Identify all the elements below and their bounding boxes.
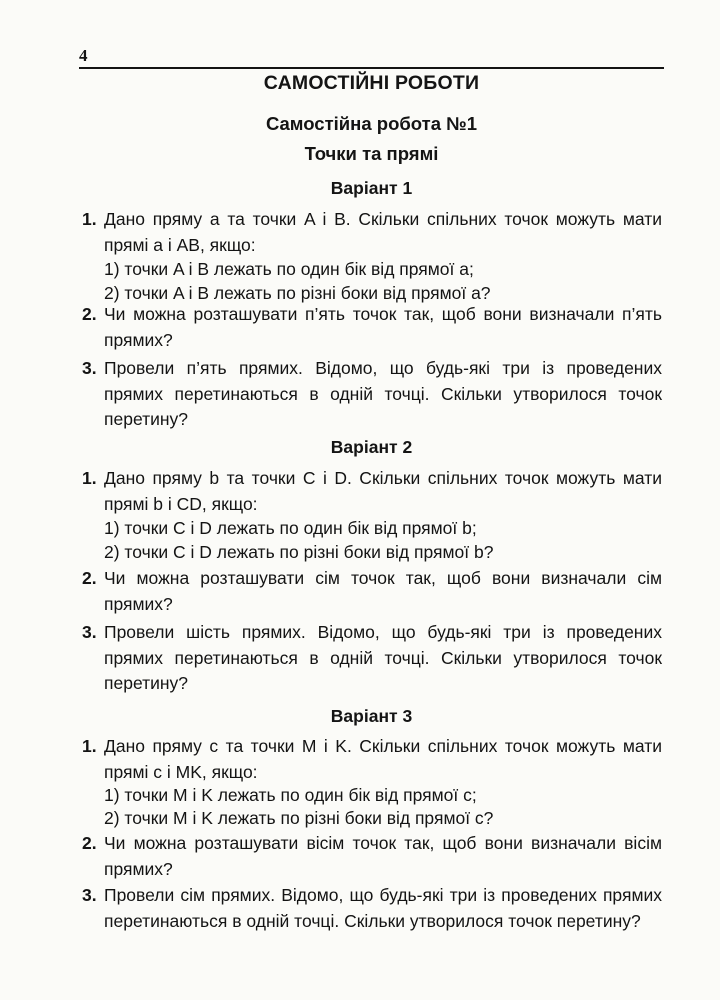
variant-1-title: Варіант 1 [330, 178, 413, 198]
task-text: Дано пряму a та точки A і B. Скільки спільних точок можуть мати прямі a і AB, якщо: [104, 209, 662, 255]
section-heading: САМОСТІЙНІ РОБОТИ [263, 72, 480, 94]
variant-3-title: Варіант 3 [330, 706, 413, 726]
task-number: 2. [82, 568, 97, 588]
variant-2-task-3 [82, 620, 662, 697]
variant-2-title: Варіант 2 [330, 437, 413, 457]
variant-3-task-2 [82, 831, 662, 882]
variant-3-task-1 [82, 734, 662, 785]
header-rule [79, 67, 664, 69]
variant-2-task-1 [82, 466, 662, 517]
work-title: Самостійна робота №1 [265, 113, 478, 134]
task-text: Провели сім прямих. Відомо, що будь-які три із проведених прямих перетинаються в одній точці. Скільки утворилося точок перетину? [104, 885, 662, 931]
task-number: 3. [82, 358, 97, 378]
task-text: Провели п’ять прямих. Відомо, що будь-які три із проведених прямих перетинаються в одній точці. Скільки утворилося точок перетину? [104, 358, 662, 429]
task-text: Чи можна розташувати вісім точок так, щоб вони визначали вісім прямих? [104, 833, 662, 879]
task-number: 3. [82, 885, 97, 905]
task-number: 1. [82, 736, 97, 756]
task-number: 1. [82, 468, 97, 488]
task-number: 1. [82, 209, 97, 229]
task-number: 2. [82, 304, 97, 324]
variant-1-subitem-2: 2) точки A і B лежать по різні боки від прямої a? [104, 283, 491, 303]
task-text: Дано пряму b та точки C і D. Скільки спільних точок можуть мати прямі b і CD, якщо: [104, 468, 662, 514]
task-number: 2. [82, 833, 97, 853]
variant-2-subitem-2: 2) точки C і D лежать по різні боки від прямої b? [104, 542, 494, 562]
page-number: 4 [79, 46, 88, 65]
variant-3-subitem-1: 1) точки M і K лежать по один бік від прямої c; [104, 785, 477, 805]
variant-2-task-2 [82, 566, 662, 617]
variant-3-task-3 [82, 883, 662, 934]
variant-1-task-2 [82, 302, 662, 353]
variant-3-subitem-2: 2) точки M і K лежать по різні боки від прямої c? [104, 808, 494, 828]
task-number: 3. [82, 622, 97, 642]
task-text: Провели шість прямих. Відомо, що будь-які три із проведених прямих перетинаються в одній точці. Скільки утворилося точок перетину? [104, 622, 662, 693]
variant-1-task-3 [82, 356, 662, 433]
variant-1-task-1 [82, 207, 662, 258]
variant-2-subitem-1: 1) точки C і D лежать по один бік від прямої b; [104, 518, 477, 538]
task-text: Чи можна розташувати п’ять точок так, щоб вони визначали п’ять прямих? [104, 304, 662, 350]
variant-1-subitem-1: 1) точки A і B лежать по один бік від прямої a; [104, 259, 474, 279]
topic-title: Точки та прямі [304, 143, 439, 164]
task-text: Чи можна розташувати сім точок так, щоб вони визначали сім прямих? [104, 568, 662, 614]
task-text: Дано пряму c та точки M і K. Скільки спільних точок можуть мати прямі c і MK, якщо: [104, 736, 662, 782]
